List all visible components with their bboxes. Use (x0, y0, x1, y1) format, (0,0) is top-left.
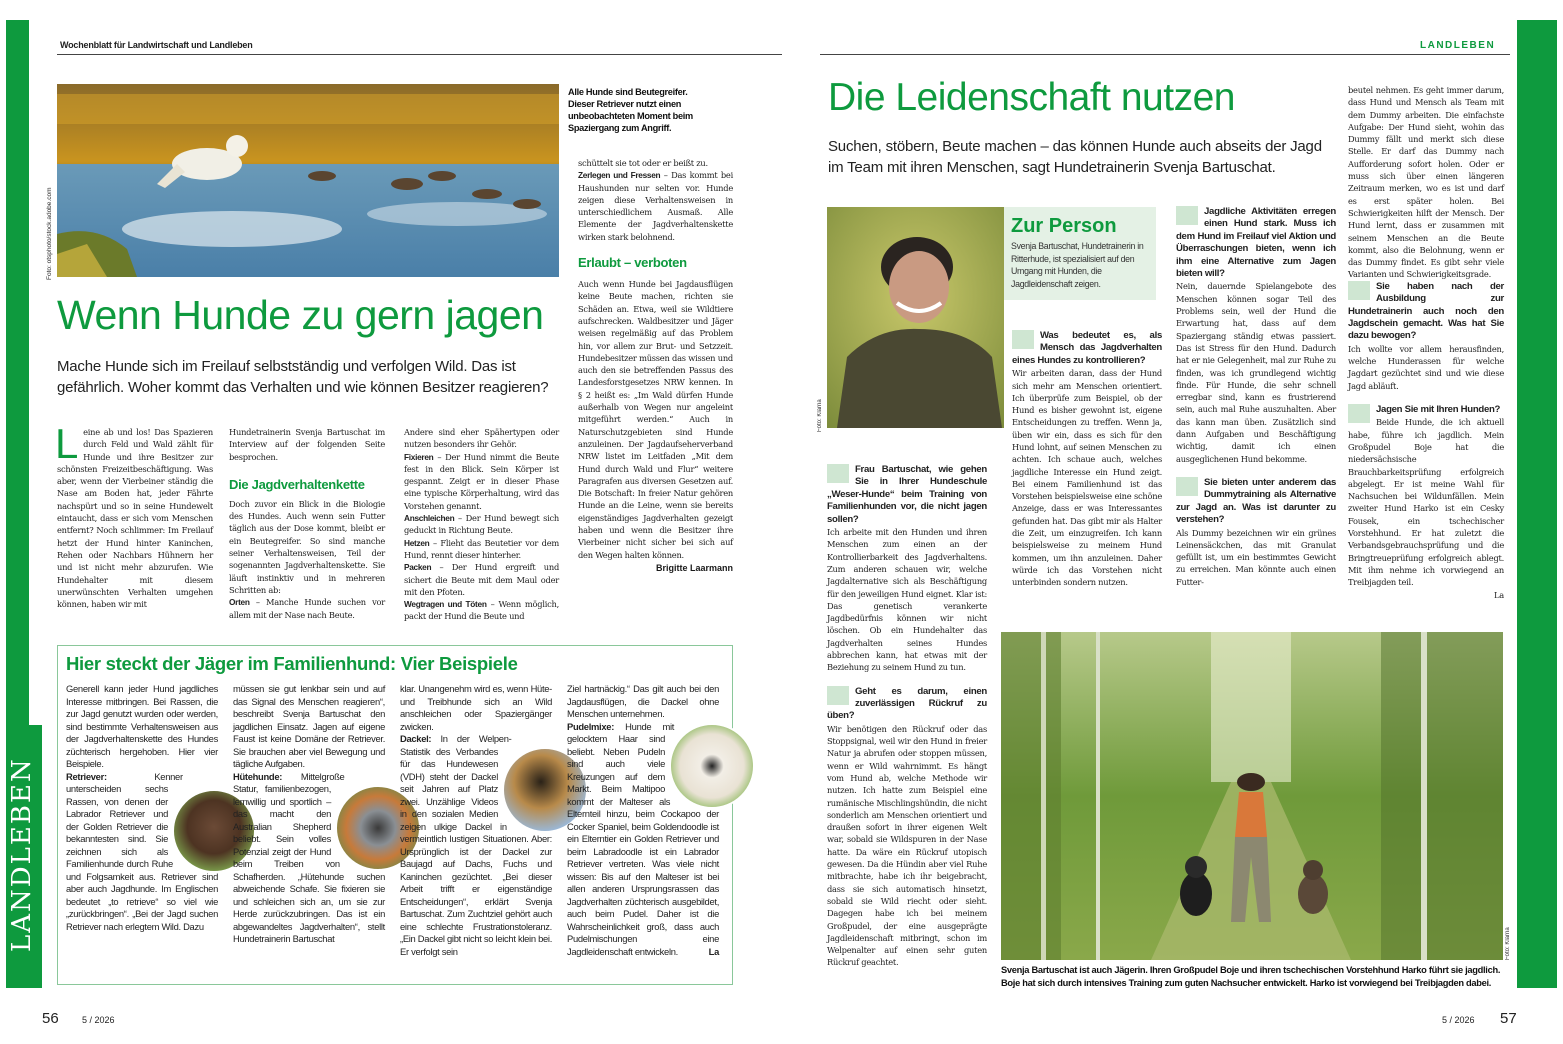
interview-answer: Wir arbeiten daran, dass der Hund sich mehr am Menschen orientiert. Ich überprüfe zum Beispiel, ob der Hund es bisher gewohnt ist, eigene Entscheidungen zu treffen. Wenn ja, üben wir ein, dass es sich für den Hund lohnt, auf seinen Menschen zu achten. Ich schaue auch, welches jagdliche Interesse ein Hund zeigt. Bei einem Familienhund ist das Vorstehen beispielsweise eine schöne Anzeige, dass er was Interessantes gefunden hat. Das gibt mir als Halter die Zeit, um einzugreifen. Ich kann beispielsweise zu meinem Hund kommen, um ihn anzuleinen. Daher würde ich das Vorstehen nicht unterbinden sondern nutzen. (1012, 368, 1162, 588)
term-zerlegen: Zerlegen und Fressen (578, 170, 661, 181)
jagd-step-text: – Flieht das Beutetier vor dem Hund, rennt dieser hinterher. (404, 537, 559, 560)
col2-text: Doch zuvor ein Blick in die Biologie des Hundes. Auch wenn sein Futter täglich aus der Dose kommt, bleibt er ein Beutegreifer. So sind manche seiner Verhaltensweisen, Teil der sogenannten Jagdverhaltenskette. Sie läuft instinktiv und in mehreren Schritten ab: (229, 498, 385, 595)
col4-intro: schüttelt sie tot oder er beißt zu. (578, 158, 708, 168)
article-col1-text: eine ab und los! Das Spazieren durch Feld und Wald zählt für Hunde und ihre Besitzer zur schönsten Freizeitbeschäftigung. Was aber, wenn der Vierbeiner ständig die Nase am Boden hat, jeder Fährte nachspürt und so in seine Hundewelt eintaucht, dass er sich vom Menschen entfernt? Noch schlimmer: Im Freilauf hetzt der Hund hinter Kaninchen, Rehen oder Nachbars Hühnern her und ist nicht mehr abzurufen. Wie Hundehalter mit diesem unerwünschten Verhalten umgehen können, haben wir mit (57, 427, 213, 610)
retriever-text: Kenner unterscheiden sechs Rassen, von denen der Labrador Retriever und der Golden Retriever die bekanntesten sind. Sie zeichnen sich als Familienhunde durch Ruhe und Folgsamkeit aus. Retriever sind aber auch Jagdhunde. Im Englischen bedeutet „to retrieve“ so viel wie „zurückbringen“. „Bei der Jagd suchen Retriever nach erlegtem Wild. Dazu (66, 770, 218, 932)
interview-answer: Ich wollte vor allem herausfinden, welche Hunderassen für welche Jagdart gezüchtet sind und wie diese Jagd abläuft. (1348, 343, 1504, 391)
portrait-credit: Foto: Klarna (817, 399, 823, 432)
question-marker (827, 464, 849, 483)
box-column-4 (567, 683, 719, 958)
interview-question (1176, 477, 1336, 527)
jagd-step (404, 451, 559, 512)
question-text: Frau Bartuschat, wie gehen Sie in Ihrer Hundeschule „Weser-Hunde“ beim Training von Familienhunden vor, die nicht jagen sollen? (827, 464, 987, 525)
article-title-right: Die Leidenschaft nutzen (828, 76, 1235, 119)
right-green-edge (1517, 20, 1557, 988)
dackel-text: In der Welpen-Statistik des Verbandes für das Hundewesen (VDH) steht der Dackel seit Jahren auf Platz zwei. Unzählige Videos in den sozialen Medien zeigen ulkige Dackel in vermeintlich lustigen Situationen. Aber: Ursprünglich ist der Dackel zur Baujagd auf Dachs, Fuchs und Kaninchen gezüchtet. „Bei dieser Arbeit trifft er eigenständige Entscheidungen“, erklärt Svenja Bartuschat. Zum Zuchtziel gehört auch eine schlechte Frustrationstoleranz. „Ein Dackel gibt nicht so leicht klein bei. Er verfolgt sein (400, 733, 552, 957)
interview-qa (1348, 404, 1504, 589)
jagd-step-text: – Wenn möglich, packt der Hund die Beute und (404, 599, 559, 622)
int-col4-intro: beutel nehmen. Es geht immer darum, dass Hund und Mensch als Team mit dem Dummy arbeiten. Die einfachste Aufgabe: Der Hund sieht, wohin das Dummy fällt und merkt sich diese Stelle. Er darf das Dummy nach Aufforderung sofort holen. Oder er muss sich über einen längeren Zeitraum merken, wo es ist und darf es erst später holen. Bei Schwierigkeiten hilft der Mensch. Der Hund lernt, dass er zusammen mit seinem Menschen an die Beute kommt, also die Belohnung, wenn er das Dummy findet. Es gibt sehr viele Varianten und Schwierigkeitsgrade. (1348, 85, 1504, 280)
forest-photo (1001, 632, 1503, 960)
question-text: Jagdliche Aktivitäten erregen einen Hund stark. Muss ich dem Hund im Freilauf viel Aktion und Überraschungen bieten, wenn ich ihm eine Alternative zum Jagen bieten will? (1176, 206, 1336, 280)
box-c2-intro: müssen sie gut lenkbar sein und auf das Signal des Menschen reagieren“, beschreibt Svenja Bartuschat den jagdlichen Einsatz. Jagen auf eigene Faust ist keine Domäne der Retriever. Sie brauchen aber viel Bewegung und tägliche Aufgaben. (233, 683, 385, 769)
box-c4-intro: Ziel hartnäckig.“ Das gilt auch bei den Jagdausflügen, die Dackel ohne Menschen unternehmen. (567, 683, 719, 719)
profile-text: Svenja Bartuschat, Hundetrainerin in Ritterhude, ist spezialisiert auf den Umgang mit Hunden, die Jagdleidenschaft zeigen. (1011, 241, 1144, 289)
col3-intro: Andere sind eher Spähertypen oder nutzen besonders ihr Gehör. (404, 427, 559, 450)
interview-answer: Als Dummy bezeichnen wir ein grünes Leinensäckchen, das mit Granulat gefüllt ist, um ein bestimmtes Gewicht zu erreichen. Man könnte auch einen Futter- (1176, 527, 1336, 587)
box-column-3 (400, 683, 552, 958)
side-section-label: LANDLEBEN (7, 757, 37, 952)
article-column-1 (55, 420, 213, 610)
question-marker (1012, 330, 1034, 349)
publication-name: Wochenblatt für Landwirtschaft und Landleben (60, 40, 253, 50)
interview-qa (1176, 477, 1336, 588)
jagd-step (404, 598, 559, 623)
term-orten: Orten (229, 597, 250, 608)
question-text: Sie bieten unter anderem das Dummytraining als Alternative zur Jagd an. Was ist darunter zu verstehen? (1176, 476, 1336, 526)
box-c1-intro: Generell kann jeder Hund jagdliches Interesse mitbringen. Bei Rassen, die zur Jagd genutzt wurden oder werden, sind bestimmte Verhaltensweisen aus der Jagdverhaltenskette des Hundes züchterisch hergehoben. Hier vier Beispiele. (66, 683, 218, 769)
box-sign: La (708, 945, 719, 957)
zerlegen-text: – Das kommt bei Haushunden nur selten vor. Hunde zeigen diese Verhaltensweisen in unterschiedlichem Ausmaß. Alle Elemente der Jagdverhaltenskette wirken stark belohnend. (578, 170, 733, 242)
jagd-step (404, 561, 559, 598)
interview-qa (827, 686, 987, 969)
interview-sign: La (1494, 589, 1504, 600)
interview-qa (827, 464, 987, 674)
question-text: Jagen Sie mit Ihren Hunden? (1376, 403, 1501, 415)
interview-question (1176, 206, 1336, 280)
interview-column-1 (827, 464, 987, 981)
heading-erlaubt-verboten: Erlaubt – verboten (578, 255, 687, 271)
info-box-title: Hier steckt der Jäger im Familienhund: Vier Beispiele (66, 653, 518, 674)
orten-text: – Manche Hunde suchen vor allem mit der Nase nach Beute. (229, 597, 385, 620)
interview-qa (1012, 330, 1162, 589)
col2-intro: Hundetrainerin Svenja Bartuschat im Interview auf der folgenden Seite besprochen. (229, 427, 385, 462)
interview-question (827, 464, 987, 526)
col4-step (578, 169, 733, 243)
interview-answer: Ich arbeite mit den Hunden und ihren Menschen zum einen an der Kontrollierbarkeit des Jagdverhaltens. Zum anderen schauen wir, welche Jagdalternative sich als Beschäftigung für den jeweiligen Hund eignet. Klar ist: Das genetisch verankerte Jagdbedürfnis können wir nicht löschen. Ob ein Hundehalter das Jagdverhalten seines Hundes abbrechen kann, hat etwas mit der Beziehung zu seinem Hund zu tun. (827, 527, 987, 673)
question-marker (1176, 477, 1198, 496)
box-column-1 (66, 683, 218, 933)
box-column-2 (233, 683, 385, 946)
question-marker (1348, 404, 1370, 423)
question-marker (1348, 281, 1370, 300)
article-title-left: Wenn Hunde zu gern jagen (57, 292, 544, 338)
jagd-step-term: Fixieren (404, 451, 434, 462)
hero-photo-credit: Foto: otsphoto/stock.adobe.com (46, 187, 53, 280)
left-page-number: 56 (42, 1010, 59, 1027)
term-pudelmixe: Pudelmixe: (567, 720, 615, 732)
drop-cap: L (55, 420, 79, 467)
jagd-step-term: Anschleichen (404, 513, 455, 524)
forest-photo-caption: Svenja Bartuschat ist auch Jägerin. Ihren Großpudel Boje und ihren tschechischen Vorstehhund Harko führt sie jagdlich. Boje hat sich durch intensives Training zum guten Nachsucher entwickelt. Harko ist vorwiegend bei Treibjagden dabei. (1001, 965, 1501, 988)
right-issue: 5 / 2026 (1442, 1015, 1475, 1025)
question-text: Sie haben nach der Ausbildung zur Hundetrainerin auch noch den Jagdschein gemacht. Was hat Sie dazu bewogen? (1348, 280, 1504, 342)
interview-answer: Wir benötigen den Rückruf oder das Stoppsignal, weil wir den Hund in freier Natur ja abrufen oder stoppen müssen, wenn er Wild wahrnimmt. Es hängt vom Hund ab, welche Methode wir nutzen. Ich hatte zum Beispiel eine rumänische Mischlingshündin, die nicht sonderlich am Menschen orientiert und draußen sofort in ihrer eigenen Welt war, sobald sie Wildspuren in der Nase hatte. Da wäre ein Rückruf utopisch gewesen. Da die Hündin aber viel Ruhe mitbrachte, habe ich ihr beigebracht, dass sie sich automatisch hinsetzt, sobald sie Wild riecht oder sieht. Dagegen habe ich bei meinem Großpudel, der eine ausgeprägte Jagdleidenschaft mitbringt, schon im Welpenalter auf einen sehr guten Rückruf geachtet. (827, 723, 987, 968)
question-marker (827, 686, 849, 705)
pudelmixe-text: Hunde mit gelocktem Haar sind beliebt. Neben Pudeln sind auch viele Kreuzungen auf dem Markt. Beim Maltipoo kommt der Malteser als Elternteil hinzu, beim Cockapoo der Cocker Spaniel, beim Goldendoodle ist ein Elterntier ein Golden Retriever und beim Labradoodle ist ein Labrador Retriever vertreten. Was viele nicht wissen: Bis auf den Malteser ist bei allen anderen Ursprungsrassen das Jagdverhalten züchterisch ausgebildet, auch beim Pudel. Daher ist die Wahrscheinlichkeit groß, dass auch Pudelmischungen eine Jagdleidenschaft entwickeln. (567, 720, 719, 957)
header-rule-left (57, 54, 782, 55)
interview-question (1348, 404, 1504, 416)
interview-question (827, 686, 987, 723)
huetehunde-text: Mittelgroße Statur, familienbezogen, lernwillig und sportlich – das macht den Australian Shepherd beliebt. Sein volles Potenzial zeigt der Hund beim Treiben von Schafherden. „Hütehunde suchen abweichende Schafe. Sie fixieren sie und schleichen sich an, um sie zur Herde zurückzubringen. Das ist ein abgewandeltes Jagdverhalten“, stellt Hundetrainerin Bartuschat (233, 770, 385, 944)
heading-jagdverhaltenkette: Die Jagdverhaltenkette (229, 476, 365, 492)
term-dackel: Dackel: (400, 733, 432, 744)
interview-column-3 (1176, 206, 1336, 600)
hero-photo-retriever-ducks (57, 84, 559, 277)
left-issue: 5 / 2026 (82, 1015, 115, 1025)
term-huetehunde: Hütehunde: (233, 770, 283, 782)
article-lead-left: Mache Hunde sich im Freilauf selbstständig und verfolgen Wild. Das ist gefährlich. Woher kommt das Verhalten und wie können Besitzer reagieren? (57, 358, 549, 396)
jagd-step-term: Hetzen (404, 537, 430, 548)
article-lead-right: Suchen, stöbern, Beute machen – das können Hunde auch abseits der Jagd im Team mit ihren Menschen, sagt Hundetrainerin Svenja Bartuschat. (828, 138, 1322, 176)
jagd-step (404, 537, 559, 562)
photo-pudelmix (669, 723, 755, 809)
question-marker (1176, 206, 1198, 225)
jagd-step-term: Wegtragen und Töten (404, 599, 487, 610)
question-text: Geht es darum, einen zuverlässigen Rückruf zu üben? (827, 685, 987, 722)
section-label: LANDLEBEN (1420, 40, 1496, 51)
jagd-step (404, 512, 559, 537)
hero-photo-caption: Alle Hunde sind Beutegreifer. Dieser Retriever nutzt einen unbeobachteten Moment beim Spaziergang zum Angriff. (568, 87, 693, 133)
author-name: Brigitte Laarmann (655, 562, 733, 573)
forest-photo-credit: Foto: Klarna (1505, 927, 1511, 960)
interview-column-4 (1348, 84, 1504, 601)
article-column-2 (229, 426, 385, 621)
header-rule-right (820, 54, 1510, 55)
interview-qa (1348, 281, 1504, 392)
interview-column-2 (1012, 330, 1162, 601)
article-column-3 (404, 426, 559, 623)
interview-question (1348, 281, 1504, 343)
box-c3-intro: klar. Unangenehm wird es, wenn Hüte- und Treibhunde sich an Wild anschleichen oder Spaziergänger zwicken. (400, 683, 552, 732)
jagd-step-text: – Der Hund bewegt sich geduckt in Richtung Beute. (404, 513, 559, 536)
jagd-step-text: – Der Hund nimmt die Beute fest in den Blick. Sein Körper ist gespannt. Zeigt er in dieser Phase eine typische Körperhaltung, wird das Vorstehen genannt. (404, 451, 559, 511)
interview-answer: Nein, dauernde Spielangebote des Menschen können sogar Teil des Problems sein, weil der Hund die Erwartung hat, dass auf dem Spaziergang ständig etwas passiert. Das ist Stress für den Hund. Dadurch hat er nie Gelegenheit, mal zur Ruhe zu finden, was ich grundlegend wichtig finde. Für Hunde, die sehr schnell erregbar sind, kann es frustrierend sein, auch mal Ruhe auszuhalten. Aber das kann man üben. Zusätzlich sind dann Aufgaben und Beschäftigung wichtig, damit ich einen ausgeglichenen Hund bekomme. (1176, 281, 1336, 464)
col4-text: Auch wenn Hunde bei Jagdausflügen keine Beute machen, richten sie Schäden an. Etwa, weil sie Wildtiere aufschrecken. Waldbesitzer und Jäger weisen regelmäßig auf das Problem hin, vor allem zur Brut- und Setzzeit. Hundebesitzer müssen das wissen und auch den sie betreffenden Passus des Landesforstgesetzes NRW kennen. In § 2 heißt es: „Im Wald dürfen Hunde außerhalb von Wegen nur angeleint mitgeführt werden.“ Auch in Naturschutzgebieten sind Hunde anzuleinen. Der Jagdaufseherverband NRW listet im Leitfaden „Mit dem Hund durch Wald und Flur“ weitere Paragrafen aus diversen Gesetzen auf. Die Botschaft: In freier Natur gehören Hunde an die Leine, wenn sie bereits eigenständiges Jagdverhalten gezeigt haben und wenn die Besitzer ihre Vierbeiner nicht sicher bei sich auf den Wegen halten können. (578, 279, 733, 560)
interview-answer: Beide Hunde, die ich aktuell habe, führe ich jagdlich. Mein Großpudel Boje hat die niedersächsische Brauchbarkeitsprüfung erfolgreich abgelegt. Er ist meine Wahl für Nachsuchen bei Wildunfällen. Mein zweiter Hund Harko ist ein Cesky Fousek, ein tschechischer Vorstehhund. Er hat zuletzt die Verbandsgebrauchsprüfung und die Bringtreueprüfung erfolgreich ablegt. Mit ihm nehme ich vorwiegend an Treibjagden teil. (1348, 417, 1504, 588)
portrait-photo (827, 207, 1004, 428)
right-page-number: 57 (1500, 1010, 1517, 1027)
col2-orten (229, 596, 385, 621)
interview-question (1012, 330, 1162, 367)
article-column-4 (578, 157, 733, 573)
question-text: Was bedeutet es, als Mensch das Jagdverhalten eines Hundes zu kontrollieren? (1012, 330, 1162, 366)
term-retriever: Retriever: (66, 770, 107, 782)
jagd-step-term: Packen (404, 562, 432, 573)
jagd-step-text: – Der Hund ergreift und sichert die Beute mit dem Maul oder mit den Pfoten. (404, 562, 559, 597)
interview-qa (1176, 206, 1336, 465)
profile-title: Zur Person (1011, 215, 1117, 237)
